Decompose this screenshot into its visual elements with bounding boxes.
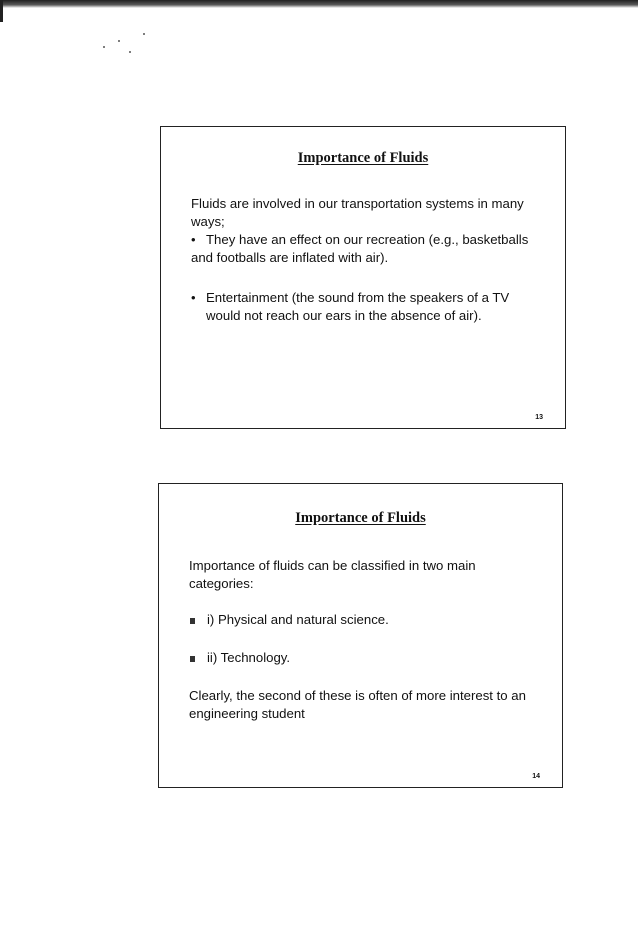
slide-intro: Importance of fluids can be classified in two main categories:: [189, 558, 476, 591]
slide-14: [158, 483, 563, 788]
bullet-item: ii) Technology.: [207, 650, 291, 665]
bullet-dot-icon: •: [191, 290, 196, 305]
slide-13: [160, 126, 566, 429]
page-number: 13: [535, 414, 543, 421]
page-number: 14: [532, 773, 540, 780]
slide-intro: Fluids are involved in our transportation systems in many ways;: [191, 196, 524, 229]
square-bullet-icon: [190, 656, 195, 662]
slide-closing: Clearly, the second of these is often of more interest to an engineering student: [189, 688, 526, 721]
scan-top-edge: [0, 0, 638, 8]
bullet-item: Entertainment (the sound from the speakers of a TV would not reach our ears in the absence of air).: [206, 290, 510, 323]
slide-title: Importance of Fluids: [295, 510, 426, 526]
bullet-item: i) Physical and natural science.: [207, 612, 389, 627]
scan-speck: [118, 40, 120, 42]
scan-corner-mark: [0, 0, 3, 22]
slide-title: Importance of Fluids: [297, 150, 429, 166]
square-bullet-icon: [190, 618, 195, 624]
scan-speck: [129, 51, 131, 53]
scan-speck: [143, 33, 145, 35]
bullet-dot-icon: •: [191, 232, 196, 247]
scan-speck: [103, 46, 105, 48]
bullet-item: They have an effect on our recreation (e.g., basketballs and footballs are inflated with air).: [191, 232, 529, 265]
